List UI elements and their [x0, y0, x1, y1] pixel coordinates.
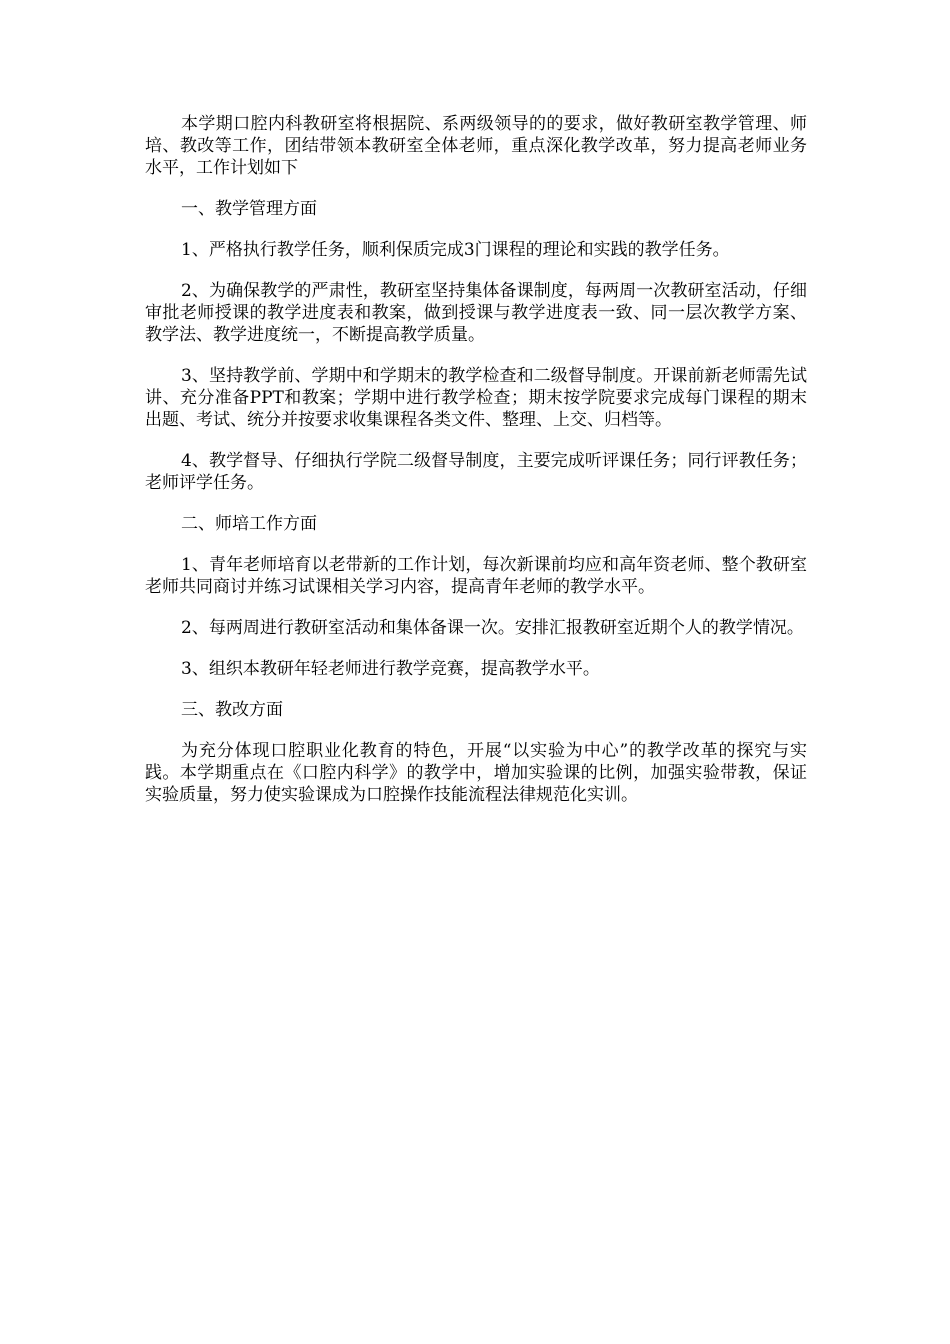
section-heading-teaching-reform: 三、教改方面	[181, 700, 283, 720]
section-heading-teaching-management: 一、教学管理方面	[181, 199, 317, 219]
document-page	[145, 113, 807, 825]
paragraph-item: 3、坚持教学前、学期中和学期末的教学检查和二级督导制度。开课前新老师需先试讲、充分准备PPT和教案；学期中进行教学检查；期末按学院要求完成每门课程的期末出题、考试、统分并按要求收集课程各类文件、整理、上交、归档等。	[145, 366, 807, 430]
paragraph-item: 3、组织本教研年轻老师进行教学竞赛，提高教学水平。	[181, 659, 600, 679]
paragraph-item: 为充分体现口腔职业化教育的特色，开展“以实验为中心”的教学改革的探究与实践。本学期重点在《口腔内科学》的教学中，增加实验课的比例，加强实验带教，保证实验质量，努力使实验课成为口腔操作技能流程法律规范化实训。	[145, 741, 807, 805]
paragraph-item: 1、严格执行教学任务，顺利保质完成3门课程的理论和实践的教学任务。	[181, 240, 730, 260]
paragraph-item: 2、为确保教学的严肃性，教研室坚持集体备课制度，每两周一次教研室活动，仔细审批老师授课的教学进度表和教案，做到授课与教学进度表一致、同一层次教学方案、教学法、教学进度统一，不断提高教学质量。	[145, 281, 807, 345]
paragraph-item: 4、教学督导、仔细执行学院二级督导制度，主要完成听评课任务；同行评教任务；老师评学任务。	[145, 451, 807, 493]
intro-paragraph: 本学期口腔内科教研室将根据院、系两级领导的的要求，做好教研室教学管理、师培、教改等工作，团结带领本教研室全体老师，重点深化教学改革，努力提高老师业务水平，工作计划如下	[145, 114, 807, 178]
paragraph-item: 2、每两周进行教研室活动和集体备课一次。安排汇报教研室近期个人的教学情况。	[181, 618, 804, 638]
section-heading-teacher-training: 二、师培工作方面	[181, 514, 317, 534]
paragraph-item: 1、青年老师培育以老带新的工作计划，每次新课前均应和高年资老师、整个教研室老师共同商讨并练习试课相关学习内容，提高青年老师的教学水平。	[145, 555, 807, 597]
